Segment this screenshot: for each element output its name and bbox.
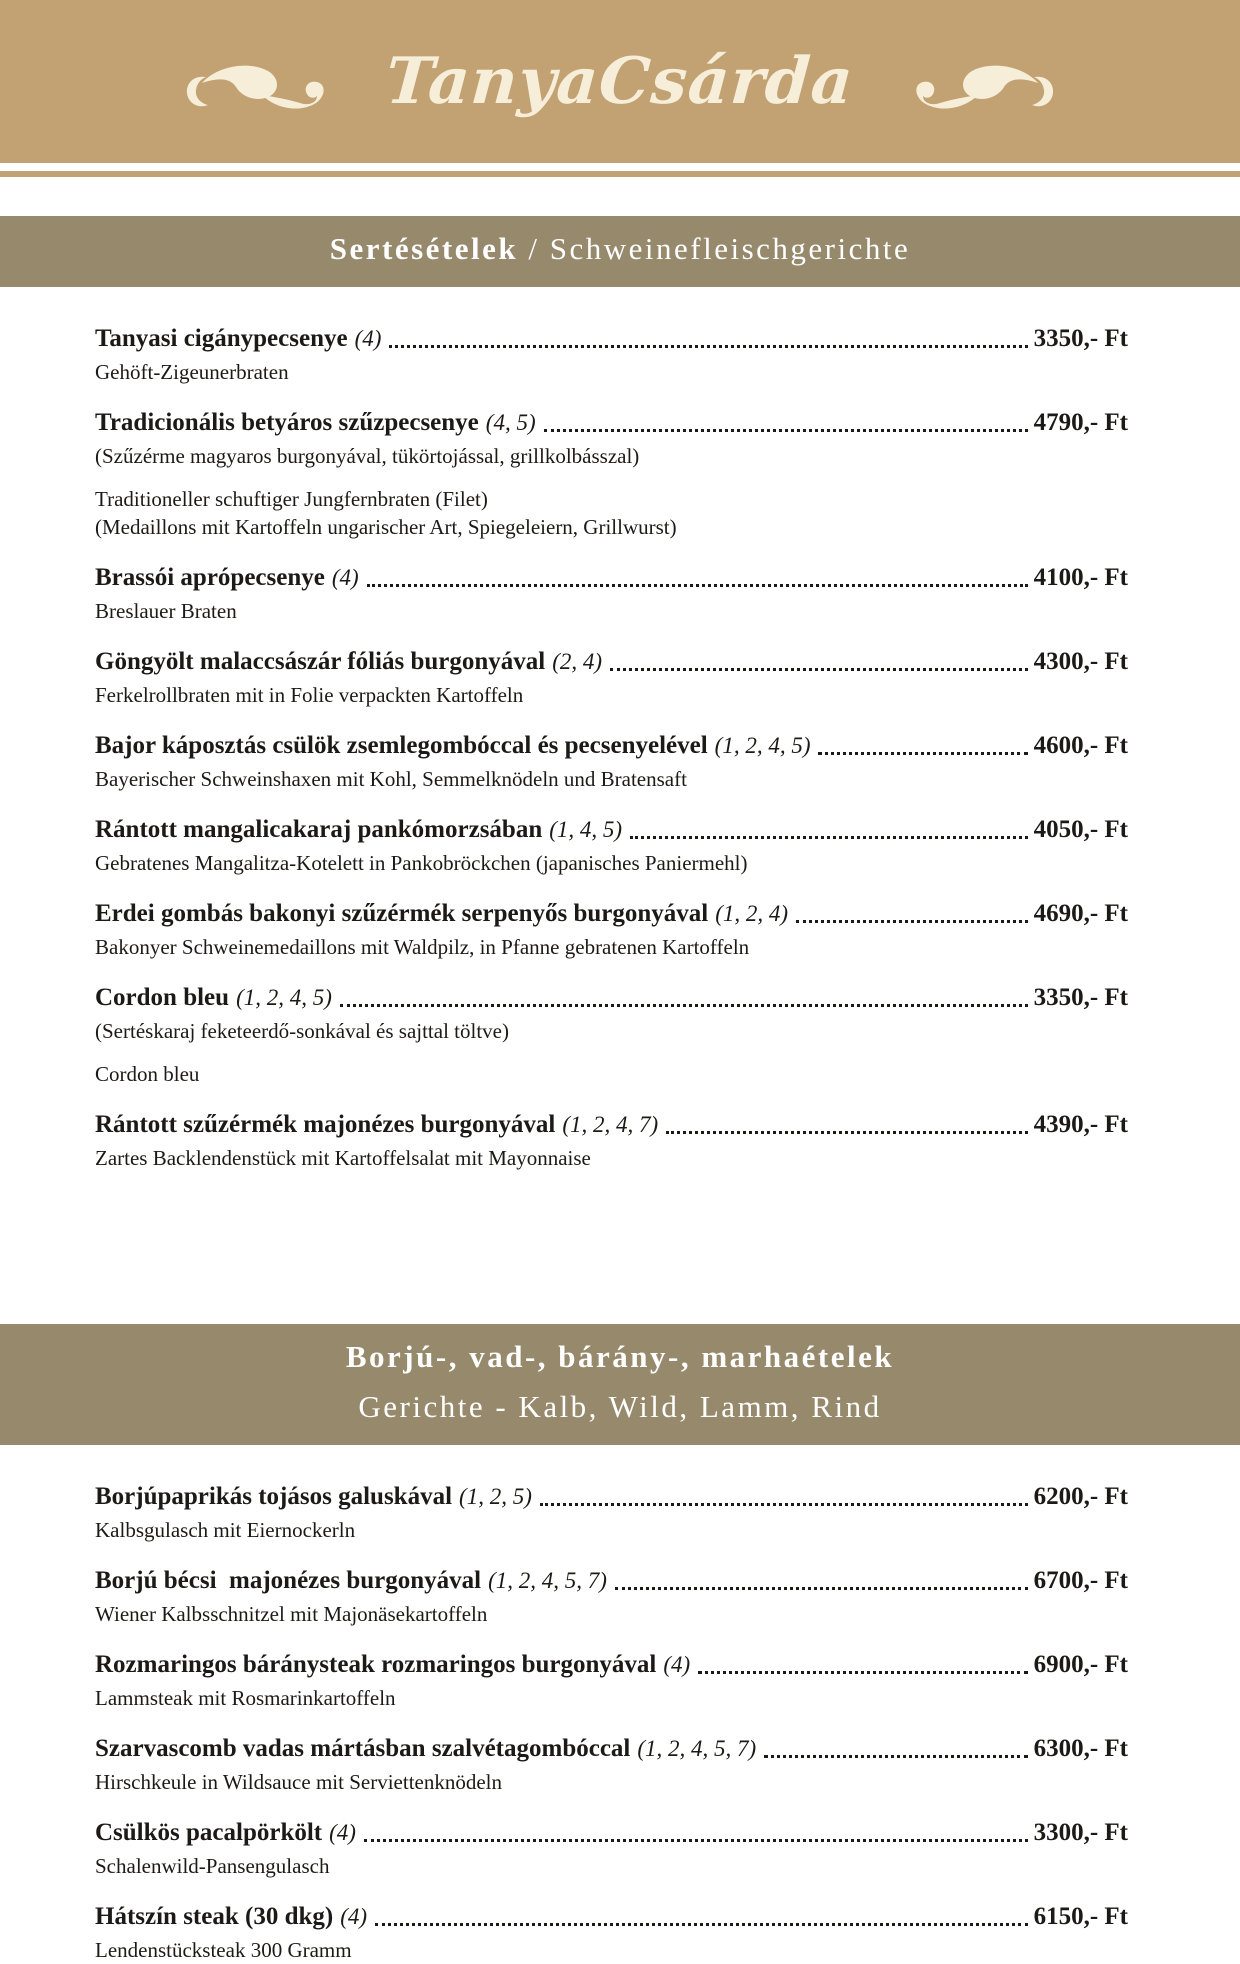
menu-item-description	[95, 1144, 1128, 1172]
menu-item-description-line: Lammsteak mit Rosmarinkartoffeln	[95, 1686, 396, 1710]
section-header-line	[0, 227, 1240, 277]
menu-item-description-line: Kalbsgulasch mit Eiernockerln	[95, 1518, 356, 1542]
allergen-numbers: (1, 4, 5)	[549, 817, 623, 842]
menu-item-title	[95, 323, 381, 354]
menu-item-price: 6200,- Ft	[1033, 1483, 1128, 1510]
menu-item-description	[95, 1600, 1128, 1628]
menu-item	[95, 814, 1128, 877]
menu-item-description	[95, 1936, 1128, 1964]
allergen-numbers: (1, 2, 4, 7)	[562, 1112, 659, 1137]
menu-item-name: Csülkös pacalpörkölt	[95, 1819, 323, 1846]
dot-leader	[544, 429, 1028, 432]
allergen-numbers: (4)	[354, 326, 382, 351]
menu-item-title	[95, 1733, 756, 1764]
menu-item	[95, 730, 1128, 793]
section-header-text: Gerichte - Kalb, Wild, Lamm, Rind	[358, 1389, 882, 1424]
menu-item-description	[95, 1768, 1128, 1796]
menu-item-row	[95, 730, 1128, 761]
menu-item-description-line: Breslauer Braten	[95, 599, 237, 623]
menu-item-list	[95, 1481, 1128, 1964]
allergen-numbers: (1, 2, 4, 5)	[714, 733, 811, 758]
menu-item-row	[95, 562, 1128, 593]
menu-item-row	[95, 1565, 1128, 1596]
menu-item-list	[95, 323, 1128, 1172]
menu-item-title	[95, 646, 602, 677]
menu-item-name: Rántott mangalicakaraj pankómorzsában	[95, 816, 543, 843]
section-header-line	[0, 1385, 1240, 1435]
menu-item-description-line: Bakonyer Schweinemedaillons mit Waldpilz, in Pfanne gebratenen Kartoffeln	[95, 935, 750, 959]
menu-item-description-line: (Szűzérme magyaros burgonyával, tükörtojással, grillkolbásszal)	[95, 444, 640, 468]
menu-item-row	[95, 646, 1128, 677]
allergen-numbers: (1, 2, 4)	[715, 901, 789, 926]
menu-item-description-line: Hirschkeule in Wildsauce mit Serviettenknödeln	[95, 1770, 502, 1794]
menu-item	[95, 1817, 1128, 1880]
menu-item-price: 3300,- Ft	[1033, 1819, 1128, 1846]
allergen-numbers: (1, 2, 5)	[459, 1484, 532, 1509]
menu-item-price: 4300,- Ft	[1033, 648, 1128, 675]
dot-leader	[610, 668, 1028, 671]
menu-item-name: Hátszín steak (30 dkg)	[95, 1903, 334, 1930]
menu-item-description	[95, 933, 1128, 961]
dot-leader	[630, 836, 1028, 839]
menu-item-name: Bajor káposztás csülök zsemlegombóccal és pecsenyelével	[95, 732, 708, 759]
menu-item-row	[95, 1901, 1128, 1932]
menu-item-name: Göngyölt malaccsászár fóliás burgonyával	[95, 648, 546, 675]
menu-item-description	[95, 442, 1128, 470]
menu-item-description-line: Wiener Kalbsschnitzel mit Majonäsekartoffeln	[95, 1602, 488, 1626]
menu-item	[95, 1109, 1128, 1172]
allergen-numbers: (1, 2, 4, 5, 7)	[488, 1568, 607, 1593]
menu-item-description	[95, 1684, 1128, 1712]
allergen-numbers: (4)	[340, 1904, 368, 1929]
menu-item	[95, 1733, 1128, 1796]
menu-item-description-line: Lendenstücksteak 300 Gramm	[95, 1938, 352, 1962]
divider-white-stripe	[0, 163, 1240, 171]
menu-item-name: Szarvascomb vadas mártásban szalvétagombóccal	[95, 1735, 631, 1762]
menu-item-description	[95, 1060, 1128, 1088]
menu-item-title	[95, 1649, 690, 1680]
allergen-numbers: (4)	[663, 1652, 691, 1677]
menu-item-name: Cordon bleu	[95, 984, 230, 1011]
menu-item-description-line: (Sertéskaraj feketeerdő-sonkával és sajttal töltve)	[95, 1019, 509, 1043]
restaurant-logo: TanyaCsárda	[383, 44, 857, 119]
menu-item-price: 4690,- Ft	[1033, 900, 1128, 927]
dot-leader	[818, 752, 1027, 755]
menu-item-price: 6700,- Ft	[1033, 1567, 1128, 1594]
menu-item-description-line: Traditioneller schuftiger Jungfernbraten (Filet)	[95, 487, 488, 511]
dot-leader	[364, 1839, 1028, 1842]
menu-item-row	[95, 323, 1128, 354]
dot-leader	[698, 1671, 1027, 1674]
allergen-numbers: (4)	[329, 1820, 356, 1845]
menu-item-price: 3350,- Ft	[1033, 984, 1128, 1011]
menu-item-row	[95, 1817, 1128, 1848]
menu-item-title	[95, 730, 810, 761]
menu-item-name: Rozmaringos báránysteak rozmaringos burgonyával	[95, 1651, 657, 1678]
menu-item-price: 4100,- Ft	[1033, 564, 1128, 591]
menu-item-price: 6900,- Ft	[1033, 1651, 1128, 1678]
menu-item-description	[95, 485, 1128, 541]
menu-item	[95, 1481, 1128, 1544]
dot-leader	[389, 345, 1027, 348]
allergen-numbers: (2, 4)	[552, 649, 603, 674]
dot-leader	[764, 1755, 1027, 1758]
menu-item-title	[95, 982, 332, 1013]
menu-item-description-line: Cordon bleu	[95, 1062, 200, 1086]
swash-ornament-right-icon	[906, 51, 1056, 113]
section-header-bar	[0, 216, 1240, 287]
dot-leader	[796, 920, 1028, 923]
section-header-text: / Schweinefleischgerichte	[518, 231, 911, 266]
menu-item-row	[95, 407, 1128, 438]
menu-item-title	[95, 814, 622, 845]
dot-leader	[615, 1587, 1028, 1590]
dot-leader	[367, 584, 1028, 587]
menu-item-row	[95, 1481, 1128, 1512]
menu-item-description	[95, 1516, 1128, 1544]
menu-item-description-line: Zartes Backlendenstück mit Kartoffelsalat mit Mayonnaise	[95, 1146, 591, 1170]
header-banner	[0, 0, 1240, 163]
menu-item-price: 3350,- Ft	[1033, 325, 1128, 352]
menu-item	[95, 898, 1128, 961]
menu-item-row	[95, 814, 1128, 845]
menu-item-row	[95, 982, 1128, 1013]
menu-item	[95, 1901, 1128, 1964]
section-header-bar	[0, 1324, 1240, 1445]
menu-item-description	[95, 358, 1128, 386]
menu-item-price: 6150,- Ft	[1033, 1903, 1128, 1930]
menu-section-sertesetelek	[95, 216, 1128, 1172]
menu-item	[95, 1565, 1128, 1628]
menu-item-title	[95, 1901, 367, 1932]
menu-item-title	[95, 1565, 607, 1596]
menu-item-price: 4600,- Ft	[1033, 732, 1128, 759]
menu-item-row	[95, 1733, 1128, 1764]
menu-item-name: Erdei gombás bakonyi szűzérmék serpenyős burgonyával	[95, 900, 709, 927]
menu-item-description	[95, 1852, 1128, 1880]
menu-item-title	[95, 1109, 658, 1140]
dot-leader	[540, 1503, 1028, 1506]
allergen-numbers: (1, 2, 4, 5)	[236, 985, 332, 1010]
menu-item-name: Borjúpaprikás tojásos galuskával	[95, 1483, 453, 1510]
menu-item-description-line: Schalenwild-Pansengulasch	[95, 1854, 330, 1878]
divider-tan-stripe	[0, 171, 1240, 177]
menu-item	[95, 562, 1128, 625]
menu-item	[95, 1649, 1128, 1712]
menu-item-row	[95, 1109, 1128, 1140]
menu-item	[95, 323, 1128, 386]
menu-item-price: 4390,- Ft	[1033, 1111, 1128, 1138]
menu-item-description	[95, 597, 1128, 625]
menu-item-price: 6300,- Ft	[1033, 1735, 1128, 1762]
dot-leader	[666, 1131, 1027, 1134]
allergen-numbers: (4, 5)	[485, 410, 536, 435]
menu-item	[95, 982, 1128, 1088]
menu-item-price: 4790,- Ft	[1033, 409, 1128, 436]
section-header-line	[0, 1335, 1240, 1385]
menu-item-description-line: Bayerischer Schweinshaxen mit Kohl, Semmelknödeln und Bratensaft	[95, 767, 687, 791]
menu-item-description	[95, 681, 1128, 709]
allergen-numbers: (1, 2, 4, 5, 7)	[637, 1736, 757, 1761]
dot-leader	[375, 1923, 1028, 1926]
dot-leader	[340, 1004, 1028, 1007]
menu-section-borju-vad-barany-marha	[95, 1324, 1128, 1964]
menu-item-title	[95, 407, 536, 438]
menu-item-description-line: (Medaillons mit Kartoffeln ungarischer Art, Spiegeleiern, Grillwurst)	[95, 515, 677, 539]
menu-item-title	[95, 1817, 356, 1848]
section-header-text: Sertésételek	[329, 231, 519, 266]
menu-item-name: Brassói aprópecsenye	[95, 564, 325, 591]
menu-item-name: Tanyasi cigánypecsenye	[95, 325, 348, 352]
menu-item-description-line: Ferkelrollbraten mit in Folie verpackten Kartoffeln	[95, 683, 524, 707]
menu-item	[95, 407, 1128, 541]
menu-item-description-line: Gebratenes Mangalitza-Kotelett in Pankobröckchen (japanisches Paniermehl)	[95, 851, 748, 875]
menu-item-description	[95, 849, 1128, 877]
menu-item-row	[95, 1649, 1128, 1680]
menu	[0, 216, 1240, 1964]
menu-item-name: Tradicionális betyáros szűzpecsenye	[95, 409, 479, 436]
menu-item-description	[95, 765, 1128, 793]
swash-ornament-left-icon	[184, 51, 334, 113]
menu-item-price: 4050,- Ft	[1033, 816, 1128, 843]
menu-item-title	[95, 1481, 532, 1512]
menu-item-row	[95, 898, 1128, 929]
menu-item-name: Rántott szűzérmék majonézes burgonyával	[95, 1111, 556, 1138]
menu-item	[95, 646, 1128, 709]
section-header-text: Borjú-, vad-, bárány-, marhaételek	[345, 1339, 895, 1374]
menu-item-name: Borjú bécsi majonézes burgonyával	[95, 1567, 482, 1594]
menu-item-description	[95, 1017, 1128, 1045]
menu-item-description-line: Gehöft-Zigeunerbraten	[95, 360, 289, 384]
allergen-numbers: (4)	[331, 565, 359, 590]
menu-item-title	[95, 562, 359, 593]
menu-item-title	[95, 898, 788, 929]
